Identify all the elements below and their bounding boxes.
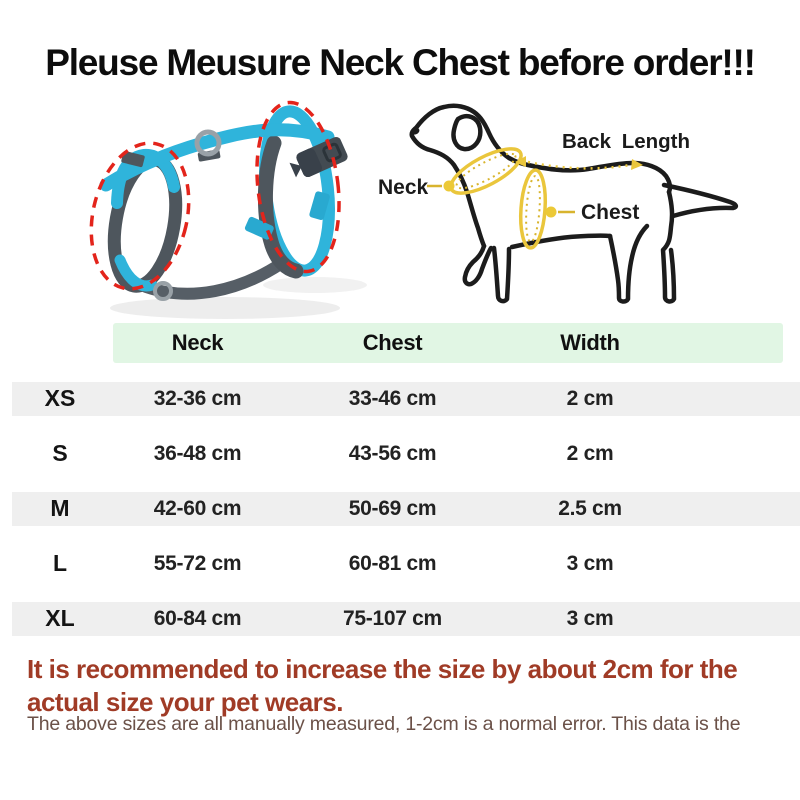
dog-measurement-diagram xyxy=(370,95,800,330)
table-row-m xyxy=(0,481,800,536)
dog-ear xyxy=(453,116,480,149)
size-cell: XL xyxy=(45,605,75,631)
chest-cell: 50-69 cm xyxy=(348,496,437,520)
neck-label-dot xyxy=(444,181,455,192)
size-table xyxy=(0,323,800,646)
header-chest: Chest xyxy=(362,330,423,355)
harness-illustration xyxy=(60,95,400,330)
neck-cell: 32-36 cm xyxy=(153,386,242,410)
chest-cell: 75-107 cm xyxy=(343,606,442,630)
chest-measure-ellipse-dotted xyxy=(524,176,542,243)
dog-front-leg-raised xyxy=(465,246,491,284)
harness-image xyxy=(60,95,400,330)
dog-front-leg xyxy=(494,248,509,301)
recommendation-line-2: actual size your pet wears. xyxy=(27,687,343,717)
header-width: Width xyxy=(560,330,620,355)
neck-cell: 55-72 cm xyxy=(153,551,242,575)
neck-cell: 42-60 cm xyxy=(153,496,242,520)
chest-cell: 60-81 cm xyxy=(348,551,437,575)
table-header-row xyxy=(0,323,800,363)
chest-cell: 43-56 cm xyxy=(348,441,437,465)
table-row-xs xyxy=(0,371,800,426)
width-cell: 3 cm xyxy=(566,606,614,630)
disclaimer-note: The above sizes are all manually measured, 1-2cm is a normal error. This data is the xyxy=(27,713,741,735)
chest-cell: 33-46 cm xyxy=(348,386,437,410)
width-cell: 2.5 cm xyxy=(558,496,622,520)
dog-tail xyxy=(664,185,736,216)
table-row-s xyxy=(0,426,800,481)
width-cell: 2 cm xyxy=(566,386,614,410)
table-row-xl xyxy=(0,591,800,646)
chest-label-dot xyxy=(546,207,557,218)
size-cell: M xyxy=(50,495,70,521)
neck-cell: 60-84 cm xyxy=(153,606,242,630)
table-row-l xyxy=(0,536,800,591)
size-cell: L xyxy=(52,550,68,576)
page-title: Pleuse Meusure Neck Chest before order!!! xyxy=(45,42,755,83)
size-cell: S xyxy=(52,440,68,466)
harness-shadow-right xyxy=(263,277,367,293)
recommendation-note xyxy=(27,653,737,719)
width-cell: 2 cm xyxy=(566,441,614,465)
neck-label: Neck xyxy=(378,176,429,199)
table-body xyxy=(0,363,800,646)
chest-measure-ellipse xyxy=(518,169,547,248)
chest-loop-padding xyxy=(265,143,296,271)
dog-hind-leg-near xyxy=(610,226,647,302)
size-cell: XS xyxy=(44,385,76,411)
chest-label: Chest xyxy=(581,201,640,224)
back-length-label: Back Length xyxy=(562,130,691,153)
width-cell: 3 cm xyxy=(566,551,614,575)
dog-hind-leg-far xyxy=(663,192,674,301)
recommendation-line-1: It is recommended to increase the size by about 2cm for the xyxy=(27,654,738,684)
neck-cell: 36-48 cm xyxy=(153,441,242,465)
back-length-arrowhead-right xyxy=(631,159,643,170)
header-neck: Neck xyxy=(171,330,224,355)
harness-shadow xyxy=(110,297,340,319)
dog-diagram-image xyxy=(370,95,800,330)
